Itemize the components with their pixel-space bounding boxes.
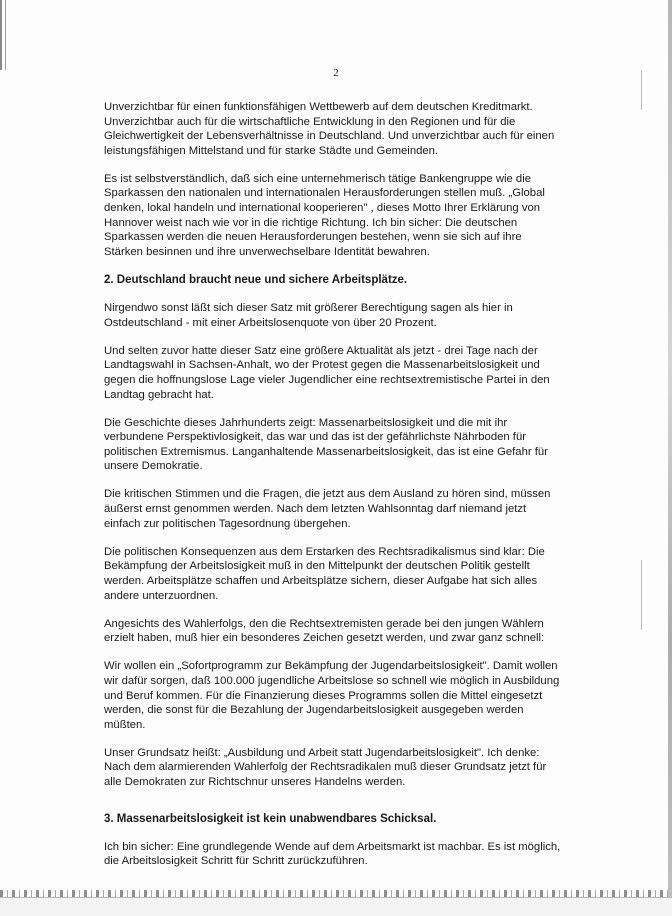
section-heading: 2. Deutschland braucht neue und sichere Arbeitsplätze. [104, 273, 408, 286]
paragraph: Unverzichtbar für einen funktionsfähigen Wettbewerb auf dem deutschen Kreditmarkt. Unverzichtbar auch für die wirtschaftliche Entwicklung in den Regionen und für die Gleichwertigkeit der Lebensverhältnisse in Deutschland. Und unverzichtbar auch für einen leistungsfähigen Mittelstand und für starke Städte und Gemeinden. [104, 101, 555, 157]
paragraph: Die kritischen Stimmen und die Fragen, die jetzt aus dem Ausland zu hören sind, müssen äußerst ernst genommen werden. Nach dem letzten Wahlsonntag darf niemand jetzt einfach zur politischen Tagesordnung übergehen. [104, 488, 551, 530]
paragraph: Es ist selbstverständlich, daß sich eine unternehmerisch tätige Bankengruppe wie die Sparkassen den nationalen und internationalen Herausforderungen stellen muß. „Global denken, lokal handeln und international kooperieren" , dieses Motto Ihrer Erklärung von Hannover weist nach wie vor in die richtige Richtung. Ich bin sicher: Die deutschen Sparkassen werden die neuen Herausforderungen bestehen, wenn sie sich auf ihre Stärken besinnen und ihre unverwechselbare Identität bewahren. [104, 172, 545, 258]
paragraph: Ich bin sicher: Eine grundlegende Wende auf dem Arbeitsmarkt ist machbar. Es ist möglich, die Arbeitslosigkeit Schritt für Schritt zurückzuführen. [104, 840, 561, 868]
scan-artifact-footer [0, 897, 672, 916]
paragraph: Die Geschichte dieses Jahrhunderts zeigt: Massenarbeitslosigkeit und die mit ihr verbundene Perspektivlosigkeit, das war und das ist der gefährlichste Nährboden für politischen Extremismus. Langanhaltende Massenarbeitslosigkeit, das ist eine Gefahr für unsere Demokratie. [104, 416, 548, 473]
paragraph: Wir wollen ein „Sofortprogramm zur Bekämpfung der Jugendarbeitslosigkeit". Damit wollen wir dafür sorgen, daß 100.000 jugendliche Arbeitslose so schnell wie möglich in Ausbildung und Beruf kommen. Für die Finanzierung dieses Programms sollen die Mittel eingesetzt werden, die sonst für die Bezahlung der Jugendarbeitslosigkeit ausgegeben werden müßten. [104, 660, 560, 731]
paragraph: Unser Grundsatz heißt: „Ausbildung und Arbeit statt Jugendarbeitslosigkeit". Ich denke: Nach dem alarmierenden Wahlerfolg der Rechtsradikalen muß dieser Grundsatz jetzt für alle Demokraten zur Richtschnur unseres Handelns werden. [104, 746, 547, 788]
page-number: 2 [333, 67, 339, 79]
paragraph: Die politischen Konsequenzen aus dem Erstarken des Rechtsradikalismus sind klar: Die Bekämpfung der Arbeitslosigkeit muß in den Mittelpunkt der deutschen Politik gestellt werden. Arbeitsplätze schaffen und Arbeitsplätze sichern, dieser Aufgabe hat sich alles andere unterzuordnen. [104, 545, 545, 602]
section-heading: 3. Massenarbeitslosigkeit ist kein unabwendbares Schicksal. [104, 812, 437, 825]
margin-mark [641, 560, 642, 630]
paragraph: Und selten zuvor hatte dieser Satz eine größere Aktualität als jetzt - drei Tage nach der Landtagswahl in Sachsen-Anhalt, wo der Protest gegen die Massenarbeitslosigkeit und gegen die hoffnungslose Lage vieler Jugendlicher eine rechtsextremistische Partei in den Landtag gebracht hat. [104, 344, 550, 401]
paragraph: Angesichts des Wahlerfolgs, den die Rechtsextremisten gerade bei den jungen Wählern erzielt haben, muß hier ein besonderes Zeichen gesetzt werden, und zwar ganz schnell: [104, 617, 545, 645]
document-body [104, 100, 562, 882]
scan-artifact-right [668, 0, 672, 916]
scan-artifact-left [0, 0, 14, 70]
paragraph: Nirgendwo sonst läßt sich dieser Satz mit größerer Berechtigung sagen als hier in Ostdeutschland - mit einer Arbeitslosenquote von über 20 Prozent. [104, 302, 513, 329]
